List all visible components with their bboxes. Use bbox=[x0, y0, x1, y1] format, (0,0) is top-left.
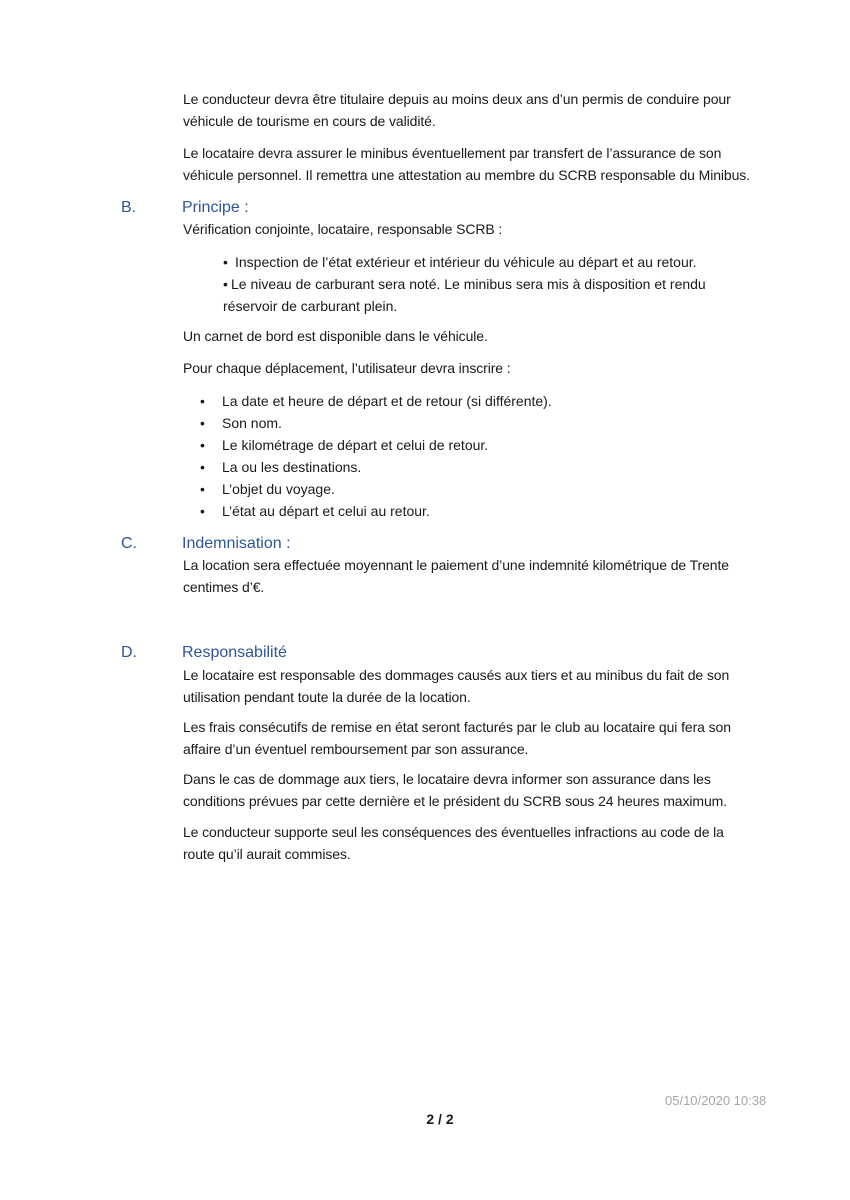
text-line: véhicule de tourisme en cours de validité. bbox=[183, 113, 436, 129]
text-line: utilisation pendant toute la durée de la location. bbox=[183, 689, 471, 705]
list-item bbox=[183, 456, 763, 478]
register-lead: Pour chaque déplacement, l’utilisateur devra inscrire : bbox=[183, 360, 511, 376]
section-d-letter: D. bbox=[121, 644, 137, 661]
text-line: Les frais consécutifs de remise en état seront facturés par le club au locataire qui fera son bbox=[183, 719, 731, 735]
text-line: Le locataire est responsable des dommages causés aux tiers et au minibus du fait de son bbox=[183, 667, 730, 683]
section-d-paragraph-repair bbox=[183, 716, 783, 760]
text-line: conditions prévues par cette dernière et le président du SCRB sous 24 heures maximum. bbox=[183, 793, 728, 809]
text-line: Le conducteur devra être titulaire depuis au moins deux ans d’un permis de conduire pour bbox=[183, 91, 731, 107]
text-line: Dans le cas de dommage aux tiers, le locataire devra informer son assurance dans les bbox=[183, 771, 711, 787]
text-line: Le locataire devra assurer le minibus éventuellement par transfert de l’assurance de son bbox=[183, 145, 722, 161]
list-item bbox=[183, 500, 763, 522]
list-item-text: réservoir de carburant plein. bbox=[223, 298, 398, 314]
page-number: 2 / 2 bbox=[426, 1111, 454, 1127]
section-c-heading: Indemnisation : bbox=[182, 535, 291, 552]
list-item-text: La date et heure de départ et de retour (si différente). bbox=[222, 393, 552, 409]
section-d-heading: Responsabilité bbox=[182, 644, 287, 661]
bullet-icon: • bbox=[200, 437, 205, 453]
section-c-letter: C. bbox=[121, 535, 137, 552]
list-item bbox=[203, 273, 763, 317]
list-item-text: Son nom. bbox=[222, 415, 282, 431]
list-item-text: Inspection de l’état extérieur et intérieur du véhicule au départ et au retour. bbox=[235, 254, 697, 270]
section-b-letter: B. bbox=[121, 199, 137, 216]
check-list bbox=[203, 251, 763, 317]
register-list bbox=[183, 390, 763, 522]
footer-timestamp: 05/10/2020 10:38 bbox=[665, 1093, 767, 1108]
text-line: Le conducteur supporte seul les conséquences des éventuelles infractions au code de la bbox=[183, 824, 724, 840]
intro-paragraph-license bbox=[183, 88, 783, 132]
list-item bbox=[203, 251, 763, 273]
text-line: centimes d’€. bbox=[183, 579, 265, 595]
section-c-text bbox=[183, 554, 783, 598]
bullet-icon: • bbox=[200, 393, 205, 409]
section-b-lead: Vérification conjointe, locataire, responsable SCRB : bbox=[183, 221, 503, 237]
section-d-paragraph-liability bbox=[183, 664, 783, 708]
text-line: La location sera effectuée moyennant le paiement d’une indemnité kilométrique de Trente bbox=[183, 557, 729, 573]
text-line: affaire d’un éventuel remboursement par son assurance. bbox=[183, 741, 529, 757]
list-item-text: Le kilométrage de départ et celui de retour. bbox=[222, 437, 489, 453]
list-item bbox=[183, 412, 763, 434]
text-line: véhicule personnel. Il remettra une attestation au membre du SCRB responsable du Minibus. bbox=[183, 167, 750, 183]
bullet-icon: • bbox=[223, 276, 228, 292]
section-d-paragraph-third-party bbox=[183, 768, 783, 812]
list-item-text: L’objet du voyage. bbox=[222, 481, 335, 497]
logbook-sentence: Un carnet de bord est disponible dans le véhicule. bbox=[183, 328, 488, 344]
list-item bbox=[183, 478, 763, 500]
section-b-heading: Principe : bbox=[182, 199, 249, 216]
bullet-icon: • bbox=[223, 254, 228, 270]
section-d-paragraph-infractions bbox=[183, 821, 783, 865]
bullet-icon: • bbox=[200, 481, 205, 497]
list-item bbox=[183, 390, 763, 412]
intro-paragraph-insurance bbox=[183, 142, 783, 186]
text-line: route qu’il aurait commises. bbox=[183, 846, 351, 862]
list-item-text: L’état au départ et celui au retour. bbox=[222, 503, 430, 519]
list-item bbox=[183, 434, 763, 456]
bullet-icon: • bbox=[200, 503, 205, 519]
bullet-icon: • bbox=[200, 415, 205, 431]
list-item-text: Le niveau de carburant sera noté. Le minibus sera mis à disposition et rendu bbox=[231, 276, 706, 292]
bullet-icon: • bbox=[200, 459, 205, 475]
list-item-text: La ou les destinations. bbox=[222, 459, 362, 475]
